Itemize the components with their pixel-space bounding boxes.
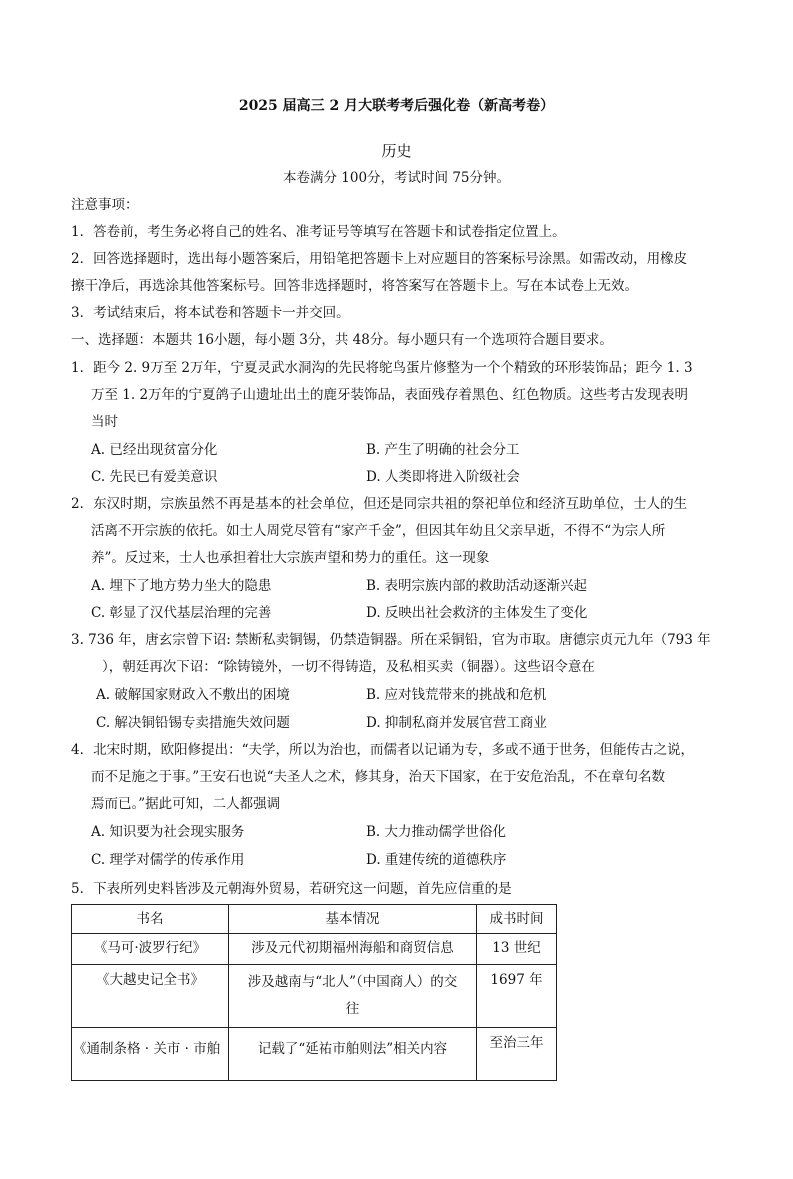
table-cell: 至治三年: [477, 1028, 557, 1081]
question-3-line-1: 3. 736 年，唐玄宗曾下诏: 禁断私卖铜锡，仍禁造铜器。所在采铜铅，官为市取。唐德宗贞元九年（793 年: [71, 632, 711, 648]
question-4-option-a: A. 知识要为社会现实服务: [91, 824, 245, 840]
table-cell: 《通制条格 · 关市 · 市舶: [72, 1028, 229, 1081]
question-1-option-b: B. 产生了明确的社会分工: [366, 442, 520, 458]
question-4-option-c: C. 理学对儒学的传承作用: [91, 852, 245, 868]
table-header-row: [72, 905, 557, 934]
table-row: [72, 934, 557, 965]
question-4-line-1: 4．北宋时期，欧阳修提出：“夫学，所以为治也，而儒者以记诵为专，多或不通于世务，但能传古之说，: [71, 742, 694, 758]
table-cell: 《马可·波罗行纪》: [72, 934, 229, 965]
question-1-line-1: 1．距今 2. 9万至 2万年，宁夏灵武水洞沟的先民将鸵鸟蛋片修整为一个个精致的环形装饰品；距今 1. 3: [71, 360, 693, 376]
note-3: 3．考试结束后，将本试卷和答题卡一并交回。: [71, 305, 350, 321]
question-4-option-b: B. 大力推动儒学世俗化: [366, 824, 507, 840]
table-cell: 记载了“延祐市舶则法”相关内容: [229, 1028, 477, 1081]
question-5-line-1: 5．下表所列史料皆涉及元朝海外贸易，若研究这一问题，首先应信重的是: [71, 881, 512, 897]
table-header-cell: 基本情况: [229, 905, 477, 934]
question-3-option-b: B. 应对钱荒带来的挑战和危机: [366, 687, 547, 703]
subject-heading: 历史: [381, 142, 412, 160]
question-3-option-c: C. 解决铜铅锡专卖措施失效问题: [96, 715, 290, 731]
table-row: [72, 965, 557, 1028]
question-1-option-a: A. 已经出现贫富分化: [91, 442, 218, 458]
note-1: 1．答卷前，考生务必将自己的姓名、准考证号等填写在答题卡和试卷指定位置上。: [71, 224, 566, 240]
table-cell-line: 涉及越南与“北人”（中国商人）的交: [247, 974, 458, 990]
note-2-line-2: 擦干净后，再选涂其他答案标号。回答非选择题时，将答案写在答题卡上。写在本试卷上无效。: [71, 278, 638, 294]
question-1-option-d: D. 人类即将进入阶级社会: [366, 469, 520, 485]
table-cell: 13 世纪: [477, 934, 557, 965]
question-3-line-2: ），朝廷再次下诏：“除铸镜外，一切不得铸造，及私相买卖（铜器）。这些诏令意在: [102, 659, 595, 675]
question-2-line-3: 养”。反过来，士人也承担着壮大宗族声望和势力的重任。这一现象: [91, 550, 490, 566]
question-4-line-3: 焉而已。”据此可知，二人都强调: [91, 796, 281, 812]
table-cell: 《大越史记全书》: [72, 965, 229, 1028]
question-2-option-b: B. 表明宗族内部的救助活动逐渐兴起: [366, 578, 588, 594]
question-1-line-3: 当时: [91, 414, 118, 430]
question-2-option-d: D. 反映出社会救济的主体发生了变化: [366, 605, 588, 621]
table-cell: 1697 年: [477, 965, 557, 1028]
question-3-option-d: D. 抑制私商并发展官营工商业: [366, 715, 547, 731]
question-2-line-1: 2．东汉时期，宗族虽然不再是基本的社会单位，但还是同宗共祖的祭祀单位和经济互助单位，士人的生: [71, 496, 688, 512]
table-header-cell: 成书时间: [477, 905, 557, 934]
question-1-option-c: C. 先民已有爱美意识: [91, 469, 218, 485]
table-cell: 涉及元代初期福州海船和商贸信息: [229, 934, 477, 965]
question-4-line-2: 而不足施之于事。”王安石也说“夫圣人之术，修其身，治天下国家，在于安危治乱，不在章句名数: [91, 769, 666, 785]
table-header-cell: 书名: [72, 905, 229, 934]
notes-heading: 注意事项：: [71, 197, 139, 213]
sources-table: [71, 904, 557, 1081]
table-row: [72, 1028, 557, 1081]
question-2-option-a: A. 埋下了地方势力坐大的隐患: [91, 578, 272, 594]
table-cell-line: 往: [345, 1001, 360, 1017]
question-3-option-a: A. 破解国家财政入不敷出的困境: [96, 687, 290, 703]
table-cell: [229, 965, 477, 1028]
question-2-line-2: 活离不开宗族的依托。如士人周党尽管有“家产千金”，但因其年幼且父亲早逝，不得不“为宗人所: [91, 523, 666, 539]
question-2-option-c: C. 彰显了汉代基层治理的完善: [91, 605, 272, 621]
question-1-line-2: 万至 1. 2万年的宁夏鸽子山遗址出土的鹿牙装饰品，表面残存着黑色、红色物质。这些考古发现表明: [91, 387, 689, 403]
exam-title: 2025 届高三 2 月大联考考后强化卷（新高考卷）: [238, 98, 555, 114]
question-4-option-d: D. 重建传统的道德秩序: [366, 852, 507, 868]
note-2-line-1: 2．回答选择题时，选出每小题答案后，用铅笔把答题卡上对应题目的答案标号涂黑。如需改动，用橡皮: [71, 251, 688, 267]
exam-info: 本卷满分 100分，考试时间 75分钟。: [282, 170, 511, 186]
section-1-heading: 一、选择题：本题共 16小题，每小题 3分，共 48分。每小题只有一个选项符合题目要求。: [71, 332, 613, 348]
